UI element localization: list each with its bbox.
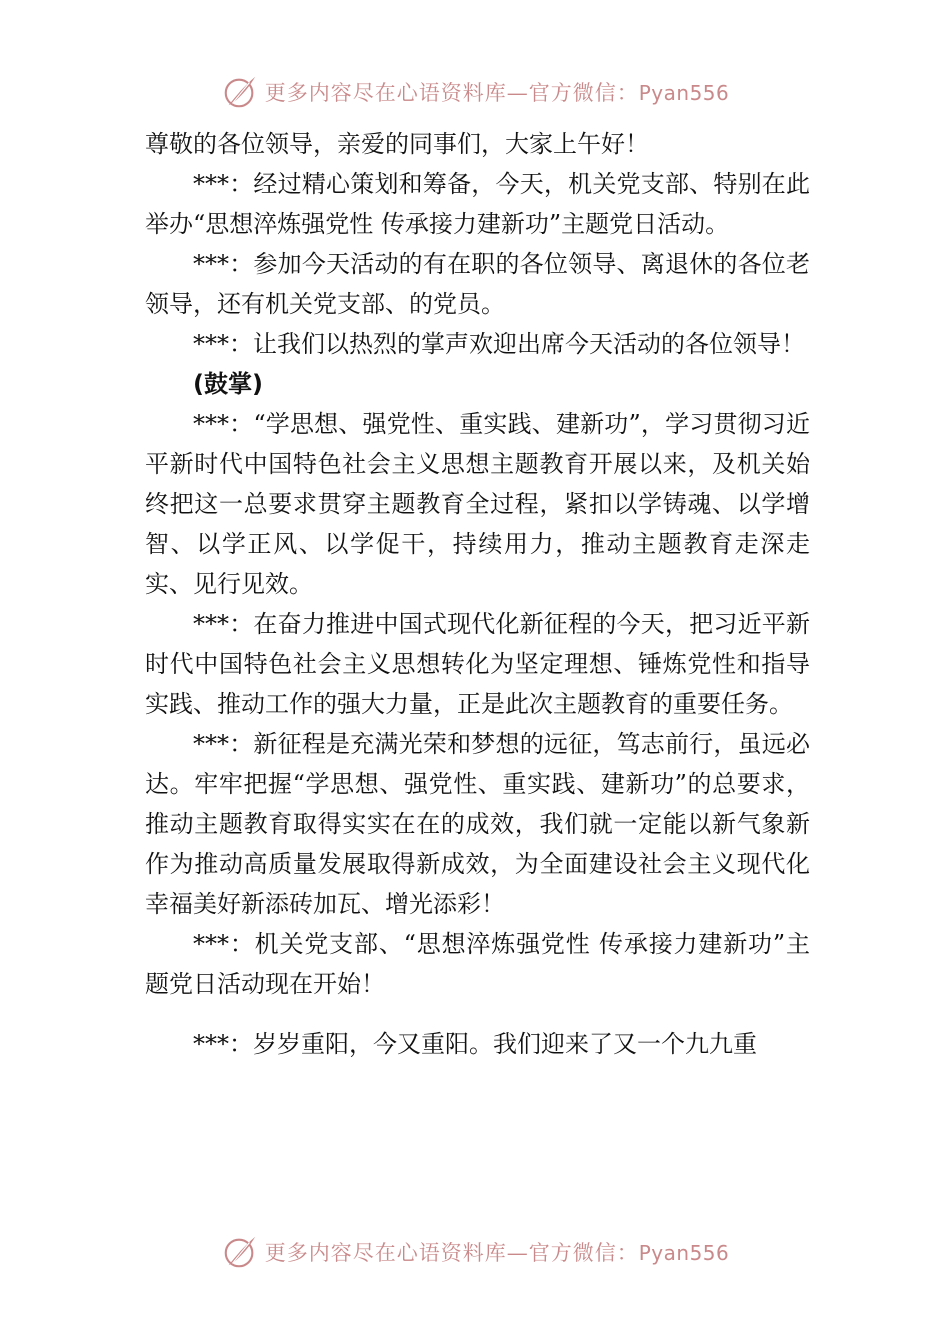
watermark-text: 更多内容尽在心语资料库—官方微信：Pyan556 xyxy=(264,81,730,105)
watermark-wechat-id: Pyan556 xyxy=(638,1241,730,1265)
paragraph-5: ***：在奋力推进中国式现代化新征程的今天，把习近平新时代中国特色社会主义思想转化为坚定理想、锤炼党性和指导实践、推动工作的强大力量，正是此次主题教育的重要任务。 xyxy=(145,610,810,718)
header-watermark xyxy=(0,70,950,114)
watermark-wechat-id: Pyan556 xyxy=(638,81,730,105)
quill-pen-circle-icon xyxy=(221,73,259,111)
paragraph-6: ***：新征程是充满光荣和梦想的远征，笃志前行，虽远必达。牢牢把握“学思想、强党性、重实践、建新功”的总要求，推动主题教育取得实实在在的成效，我们就一定能以新气象新作为推动高质量发展取得新成效，为全面建设社会主义现代化幸福美好新添砖加瓦、增光添彩！ xyxy=(145,730,810,918)
greeting-line: 尊敬的各位领导，亲爱的同事们，大家上午好！ xyxy=(145,130,649,158)
quill-pen-circle-icon xyxy=(221,1233,259,1271)
watermark-text: 更多内容尽在心语资料库—官方微信：Pyan556 xyxy=(264,1241,730,1265)
document-body xyxy=(145,124,810,1064)
paragraph-8: ***：岁岁重阳，今又重阳。我们迎来了又一个九九重 xyxy=(193,1030,757,1058)
paragraph-1: ***：经过精心策划和筹备，今天，机关党支部、特别在此举办“思想淬炼强党性 传承接力建新功”主题党日活动。 xyxy=(145,170,810,238)
applause-cue: (鼓掌) xyxy=(193,370,263,398)
paragraph-4: ***：“学思想、强党性、重实践、建新功”，学习贯彻习近平新时代中国特色社会主义思想主题教育开展以来，及机关始终把这一总要求贯穿主题教育全过程，紧扣以学铸魂、以学增智、以学正风、以学促干，持续用力，推动主题教育走深走实、见行见效。 xyxy=(145,410,810,598)
paragraph-2: ***：参加今天活动的有在职的各位领导、离退休的各位老领导，还有机关党支部、的党员。 xyxy=(145,250,810,318)
paragraph-3: ***：让我们以热烈的掌声欢迎出席今天活动的各位领导！ xyxy=(193,330,805,358)
footer-watermark xyxy=(0,1230,950,1274)
paragraph-7: ***：机关党支部、“思想淬炼强党性 传承接力建新功”主题党日活动现在开始！ xyxy=(145,930,810,998)
